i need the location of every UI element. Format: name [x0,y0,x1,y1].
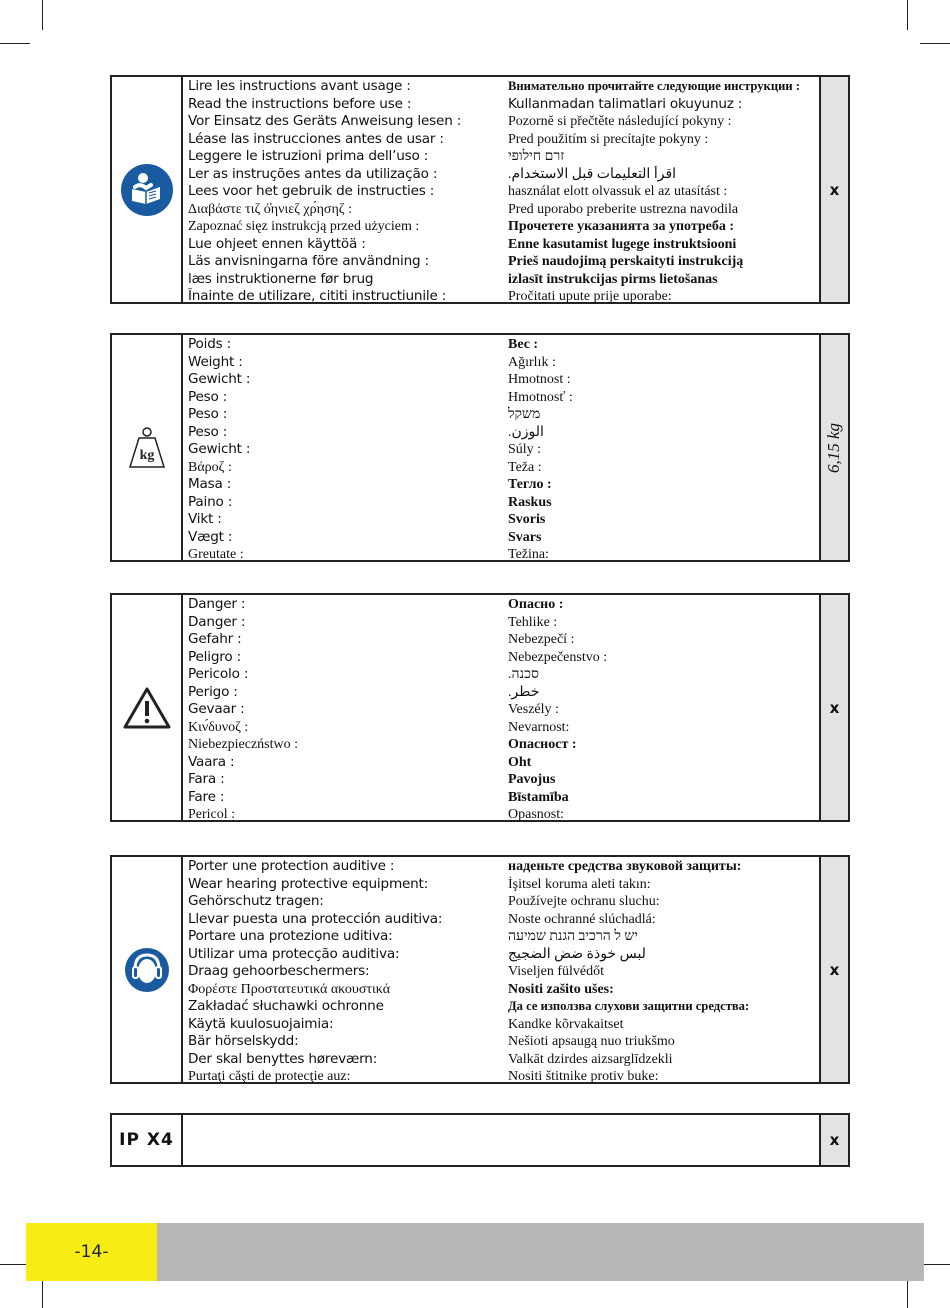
danger-line: Nebezpečí : [508,632,575,647]
instruction-line: Înainte de utilizare, cititi instructiunile : [188,288,447,304]
weight-icon [127,426,167,470]
side-cell [819,335,848,560]
left-column [188,336,506,564]
instruction-line: Διαβάστε τιζ ό̓ηνιεζ χρ́ησηζ : [188,201,352,217]
hearing-line: Zakładać słuchawki ochronne [188,998,384,1014]
weight-line: Masa : [188,476,232,492]
read-instructions-icon [120,163,174,217]
danger-line: Опасно : [508,597,564,612]
weight-line: Gewicht : [188,371,251,387]
right-column [508,336,820,564]
danger-line: Κιν́δυνοζ : [188,719,249,735]
hearing-line: Purtaţi căşti de protecţie auz: [188,1069,351,1084]
hearing-line: Φορέστε Προστατευτικά ακουστικά [188,981,391,997]
instruction-line: Prieš naudojimą perskaityti instrukciją [508,254,744,269]
weight-line: Weight : [188,353,243,370]
weight-line: Peso : [188,388,228,405]
weight-line: Vægt : [188,528,233,545]
weight-line: Paino : [188,493,233,510]
danger-line: Pericol : [188,807,236,822]
danger-line: Danger : [188,596,246,612]
danger-line: Fare : [188,788,225,805]
weight-line: Súly : [508,442,542,457]
danger-line: Danger : [188,613,246,630]
danger-line: Veszély : [508,702,559,717]
hearing-protection-icon [124,947,170,993]
danger-line: סכנה. [508,667,539,682]
instruction-line: izlasīt instrukcijas pirms lietošanas [508,271,718,287]
weight-icon-label: kg [139,447,154,463]
crop-mark [42,1278,43,1308]
hearing-line: Kandke kõrvakaitset [508,1016,624,1032]
weight-line: الوزن. [508,424,544,440]
instruction-line: اقرأ التعليمات قبل الاستخدام. [508,166,677,182]
weight-line: Greutate : [188,547,244,562]
instruction-line: זרם חילופי [508,149,565,164]
instruction-line: Pred uporabo preberite ustrezna navodila [508,201,739,217]
hearing-line: İşitsel koruma aleti takın: [508,876,651,892]
weight-line: Hmotnosť : [508,389,573,405]
instruction-line: Lees voor het gebruik de instructies : [188,183,435,199]
hearing-line: Používejte ochranu sluchu: [508,894,660,909]
left-column [188,858,506,1086]
hearing-protection-block [110,855,850,1084]
danger-line: Oht [508,754,532,770]
hearing-line: Noste ochranné slúchadlá: [508,911,656,927]
weight-line: Poids : [188,336,232,352]
text-cell [185,77,820,302]
instruction-line: Ler as instruções antes da utilização : [188,165,438,182]
side-cell [819,595,848,820]
danger-line: Opasnost: [508,807,564,822]
weight-line: Βάροζ : [188,459,232,475]
hearing-line: Viseljen fülvédőt [508,964,604,979]
weight-line: Вес : [508,337,539,352]
danger-line: Vaara : [188,753,235,770]
crop-mark [42,0,43,30]
instruction-line: Pred použitím si precítajte pokyny : [508,131,709,147]
icon-cell [112,335,183,560]
x-mark: x [829,1131,840,1149]
ip-rating-label: IP X4 [119,1130,174,1150]
danger-line: Tehlike : [508,614,558,630]
side-cell [819,857,848,1082]
instruction-line: Read the instructions before use : [188,95,412,112]
page-number-box [26,1223,157,1281]
hearing-line: Llevar puesta una protección auditiva: [188,910,443,927]
danger-line: Pericolo : [188,666,249,682]
hearing-line: Gehörschutz tragen: [188,893,324,909]
crop-mark [0,43,30,44]
instruction-line: Pročitati upute prije uporabe: [508,289,672,304]
instruction-line: læs instruktionerne før brug [188,270,374,287]
instruction-line: Lue ohjeet ennen käyttöä : [188,235,366,252]
x-mark: x [829,698,840,717]
instruction-line: Enne kasutamist lugege instruktsiooni [508,236,737,252]
read-instructions-block [110,75,850,304]
hearing-line: Valkāt dzirdes aizsarglīdzekli [508,1051,673,1067]
weight-line: Peso : [188,406,228,422]
danger-line: Fara : [188,771,225,787]
weight-line: משקל [508,407,541,422]
danger-line: Опасност : [508,737,577,752]
instruction-line: Kullanmadan talimatlari okuyunuz : [508,95,743,112]
hearing-line: Nešioti apsaugą nuo triukšmo [508,1034,675,1049]
weight-line: Težina: [508,547,549,562]
icon-cell [112,857,183,1082]
x-mark: x [829,180,840,199]
instruction-line: Léase las instrucciones antes de usar : [188,130,444,147]
weight-line: Teža : [508,459,542,475]
hearing-line: Portare una protezione uditiva: [188,928,393,944]
side-cell [819,1115,848,1165]
hearing-line: יש ל הרכיב הגנת שמיעה [508,929,638,944]
text-cell [185,595,820,820]
hearing-line: наденьте средства звуковой защиты: [508,859,742,874]
footer-bar [157,1223,924,1281]
hearing-line: Käytä kuulosuojaimia: [188,1015,334,1032]
danger-line: Niebezpieczństwo : [188,737,299,752]
danger-line: خطر. [508,684,540,700]
right-column [508,858,820,1086]
hearing-line: Utilizar uma protecção auditiva: [188,945,400,962]
weight-line: Gewicht : [188,441,251,457]
hearing-line: Bär hörselskydd: [188,1033,299,1049]
icon-cell [112,595,183,820]
text-cell [185,857,820,1082]
weight-line: Ağırlık : [508,354,556,370]
danger-line: Pavojus [508,772,556,787]
icon-cell [112,1115,183,1165]
instruction-line: Внимательно прочитайте следующие инструкции : [508,79,800,93]
danger-line: Bīstamība [508,789,569,805]
danger-line: Gefahr : [188,631,242,647]
page-number: -14- [74,1242,109,1262]
hearing-line: Nositi zašito ušes: [508,981,614,997]
side-cell [819,77,848,302]
instruction-line: Vor Einsatz des Geräts Anweisung lesen : [188,113,462,129]
hearing-line: Porter une protection auditive : [188,858,395,874]
left-column [188,78,506,306]
hearing-line: Draag gehoorbeschermers: [188,963,370,979]
text-cell [185,1115,820,1165]
danger-line: Perigo : [188,683,238,700]
crop-mark [907,1278,908,1308]
danger-line: Gevaar : [188,701,245,717]
hearing-line: Nositi štitnike protiv buke: [508,1069,659,1084]
instruction-line: Zapoznać sięz instrukcją przed użyciem : [188,219,420,234]
crop-mark [907,0,908,30]
hearing-line: Der skal benyttes høreværn: [188,1050,378,1067]
weight-line: Svars [508,529,542,545]
weight-value: 6,15 kg [824,422,844,473]
crop-mark [920,43,950,44]
icon-cell [112,77,183,302]
danger-line: Nebezpečenstvo : [508,649,608,665]
text-cell [185,335,820,560]
danger-block [110,593,850,822]
weight-line: Hmotnost : [508,372,571,387]
crop-mark [924,1264,950,1265]
instruction-line: Pozorně si přečtěte následující pokyny : [508,114,732,129]
left-column [188,596,506,824]
weight-block [110,333,850,562]
hearing-line: Wear hearing protective equipment: [188,875,429,892]
hearing-line: Да се използва слухови защитни средства: [508,999,750,1013]
right-column [508,596,820,824]
weight-line: Peso : [188,423,228,440]
right-column [508,78,820,306]
instruction-line: használat elott olvassuk el az utasítást : [508,184,728,199]
warning-triangle-icon [122,686,172,730]
instruction-line: Läs anvisningarna före användning : [188,253,429,269]
danger-line: Nevarnost: [508,719,570,735]
ip-rating-block [110,1113,850,1167]
crop-mark [0,1264,26,1265]
weight-line: Тегло : [508,477,552,492]
instruction-line: Leggere le istruzioni prima dell’uso : [188,148,429,164]
weight-line: Raskus [508,494,552,510]
danger-line: Peligro : [188,648,241,665]
weight-line: Vikt : [188,511,222,527]
weight-line: Svoris [508,512,546,527]
hearing-line: لبس خوذة ضض الضجيج [508,946,646,962]
instruction-line: Прочетете указанията за употреба : [508,219,735,234]
x-mark: x [829,960,840,979]
instruction-line: Lire les instructions avant usage : [188,78,411,94]
